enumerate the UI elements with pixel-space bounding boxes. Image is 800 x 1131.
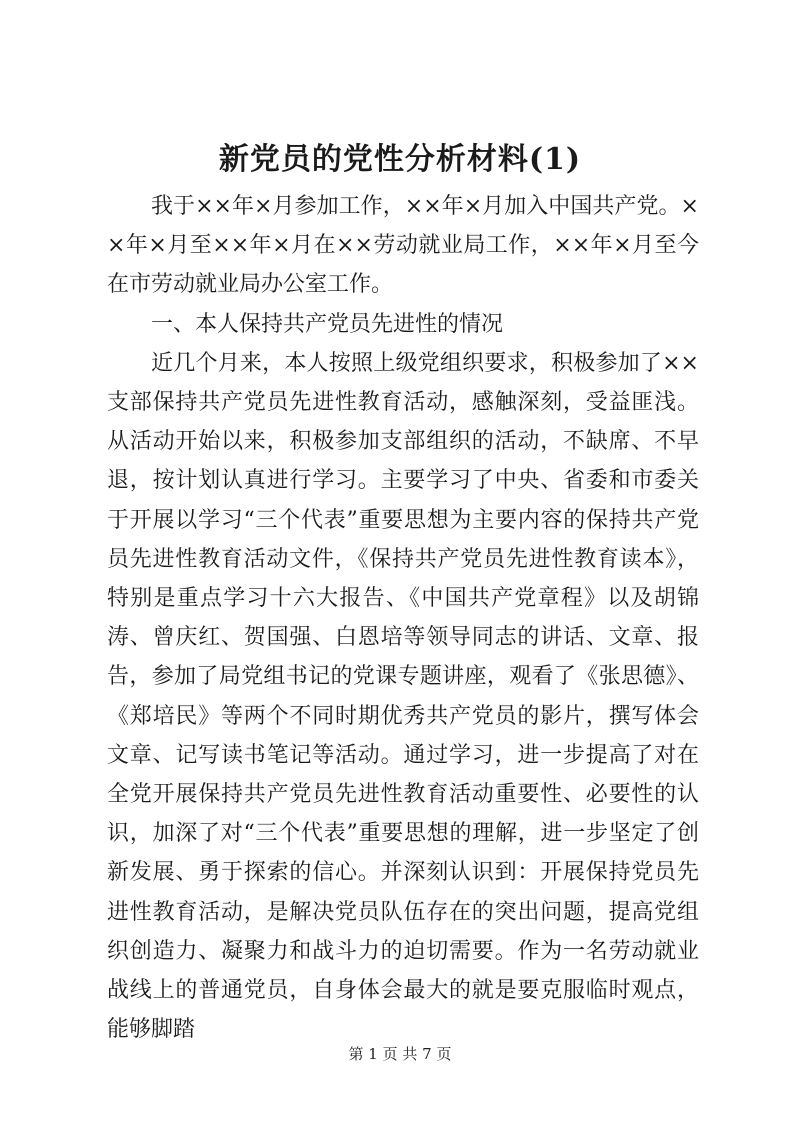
section-heading: 一、本人保持共产党员先进性的情况: [151, 311, 504, 337]
intro-paragraph: 我于××年×月参加工作，××年×月加入中国共产党。××年×月至××年×月在××劳动就业局工作，××年×月至今在市劳动就业局办公室工作。: [107, 194, 699, 298]
section-paragraph: 近几个月来，本人按照上级党组织要求，积极参加了××支部保持共产党员先进性教育活动，感触深刻，受益匪浅。从活动开始以来，积极参加支部组织的活动，不缺席、不早退，按计划认真进行学习。主要学习了中央、省委和市委关于开展以学习“三个代表”重要思想为主要内容的保持共产党员先进性教育活动文件，《保持共产党员先进性教育读本》，特别是重点学习十六大报告、《中国共产党章程》以及胡锦涛、曾庆红、贺国强、白恩培等领导同志的讲话、文章、报告，参加了局党组书记的党课专题讲座，观看了《张思德》、《郑培民》等两个不同时期优秀共产党员的影片，撰写体会文章、记写读书笔记等活动。通过学习，进一步提高了对在全党开展保持共产党员先进性教育活动重要性、必要性的认识，加深了对“三个代表”重要思想的理解，进一步坚定了创新发展、勇于探索的信心。并深刻认识到：开展保持党员先进性教育活动，是解决党员队伍存在的突出问题，提高党组织创造力、凝聚力和战斗力的迫切需要。作为一名劳动就业战线上的普通党员，自身体会最大的就是要克服临时观点，能够脚踏: [107, 350, 699, 1043]
document-body: [107, 187, 699, 1049]
page-footer: 第 1 页 共 7 页: [348, 1045, 452, 1063]
document-title: 新党员的党性分析材料(1): [218, 142, 582, 177]
